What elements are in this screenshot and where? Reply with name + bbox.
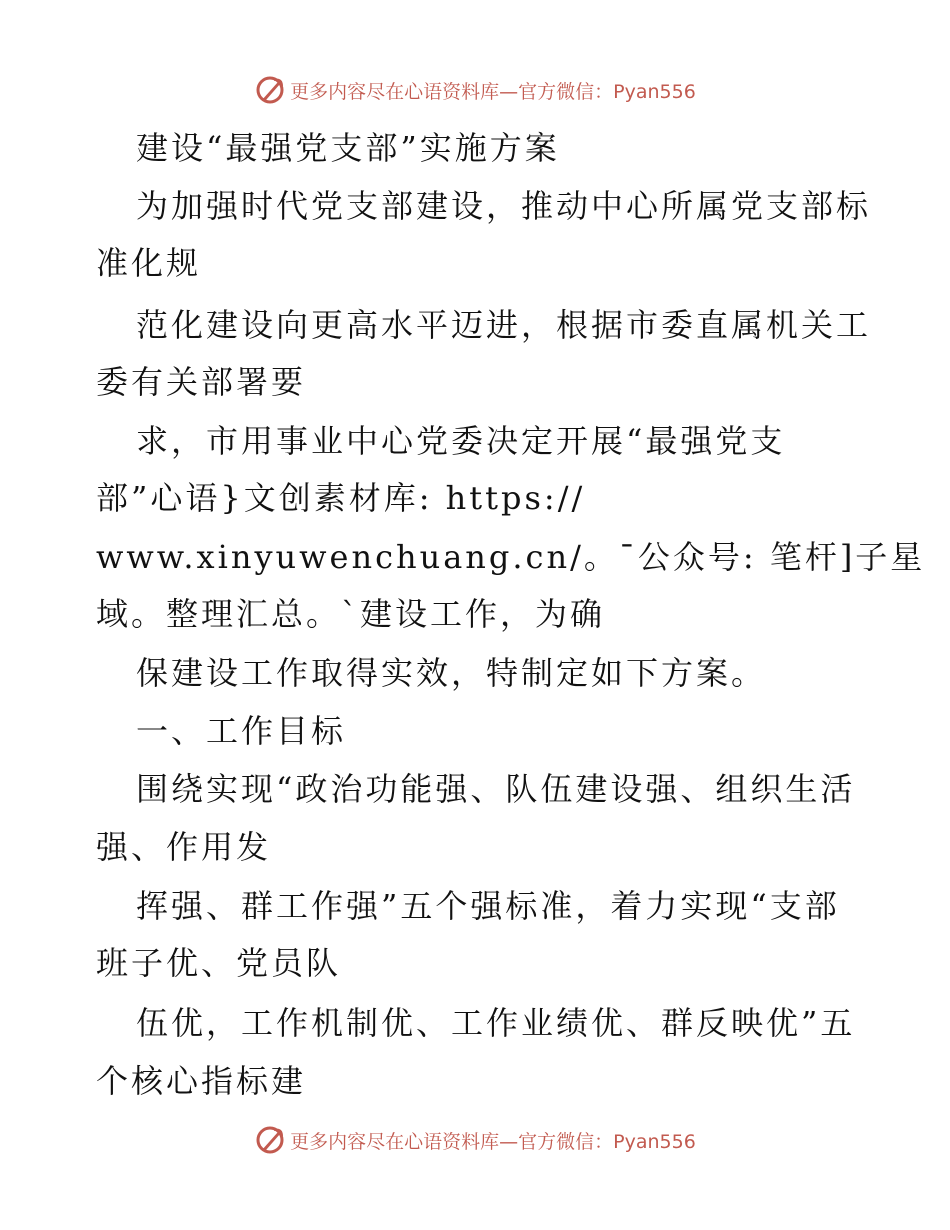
header-banner-text: 更多内容尽在心语资料库—官方微信：Pyan556 [290,80,696,103]
paragraph-line: 挥强、群工作强”五个强标准，着力实现“支部 [136,887,840,925]
footer-banner-inner [254,1124,696,1156]
paragraph-line: www.xinyuwenchuang.cn/。¯公众号: 笔杆]子星 [96,538,926,576]
paragraph-line: 域。整理汇总。`建设工作，为确 [96,595,606,633]
footer-watermark-banner [0,1120,950,1160]
paragraph-line: 个核心指标建 [96,1062,307,1100]
paragraph-line: 强、作用发 [96,828,272,866]
paragraph-line: 保建设工作取得实效，特制定如下方案。 [136,654,767,692]
paragraph-line: 委有关部署要 [96,363,307,401]
paragraph-line: 围绕实现“政治功能强、队伍建设强、组织生活 [136,770,856,808]
footer-banner-text: 更多内容尽在心语资料库—官方微信：Pyan556 [290,1130,696,1153]
document-title: 建设“最强党支部”实施方案 [136,129,560,167]
paragraph-line: 准化规 [96,244,202,282]
header-banner-inner [254,74,696,106]
paragraph-line: 部”心语}文创素材库: https:// [96,479,586,517]
header-watermark-banner [0,70,950,110]
paragraph-line: 为加强时代党支部建设，推动中心所属党支部标 [136,187,872,225]
section-heading: 一、工作目标 [136,712,347,750]
paragraph-line: 求，市用事业中心党委决定开展“最强党支 [136,422,786,460]
paragraph-line: 班子优、党员队 [96,944,342,982]
quill-logo-icon [254,1124,286,1156]
paragraph-line: 范化建设向更高水平迈进，根据市委直属机关工 [136,306,872,344]
paragraph-line: 伍优，工作机制优、工作业绩优、群反映优”五 [136,1004,856,1042]
quill-logo-icon [254,74,286,106]
